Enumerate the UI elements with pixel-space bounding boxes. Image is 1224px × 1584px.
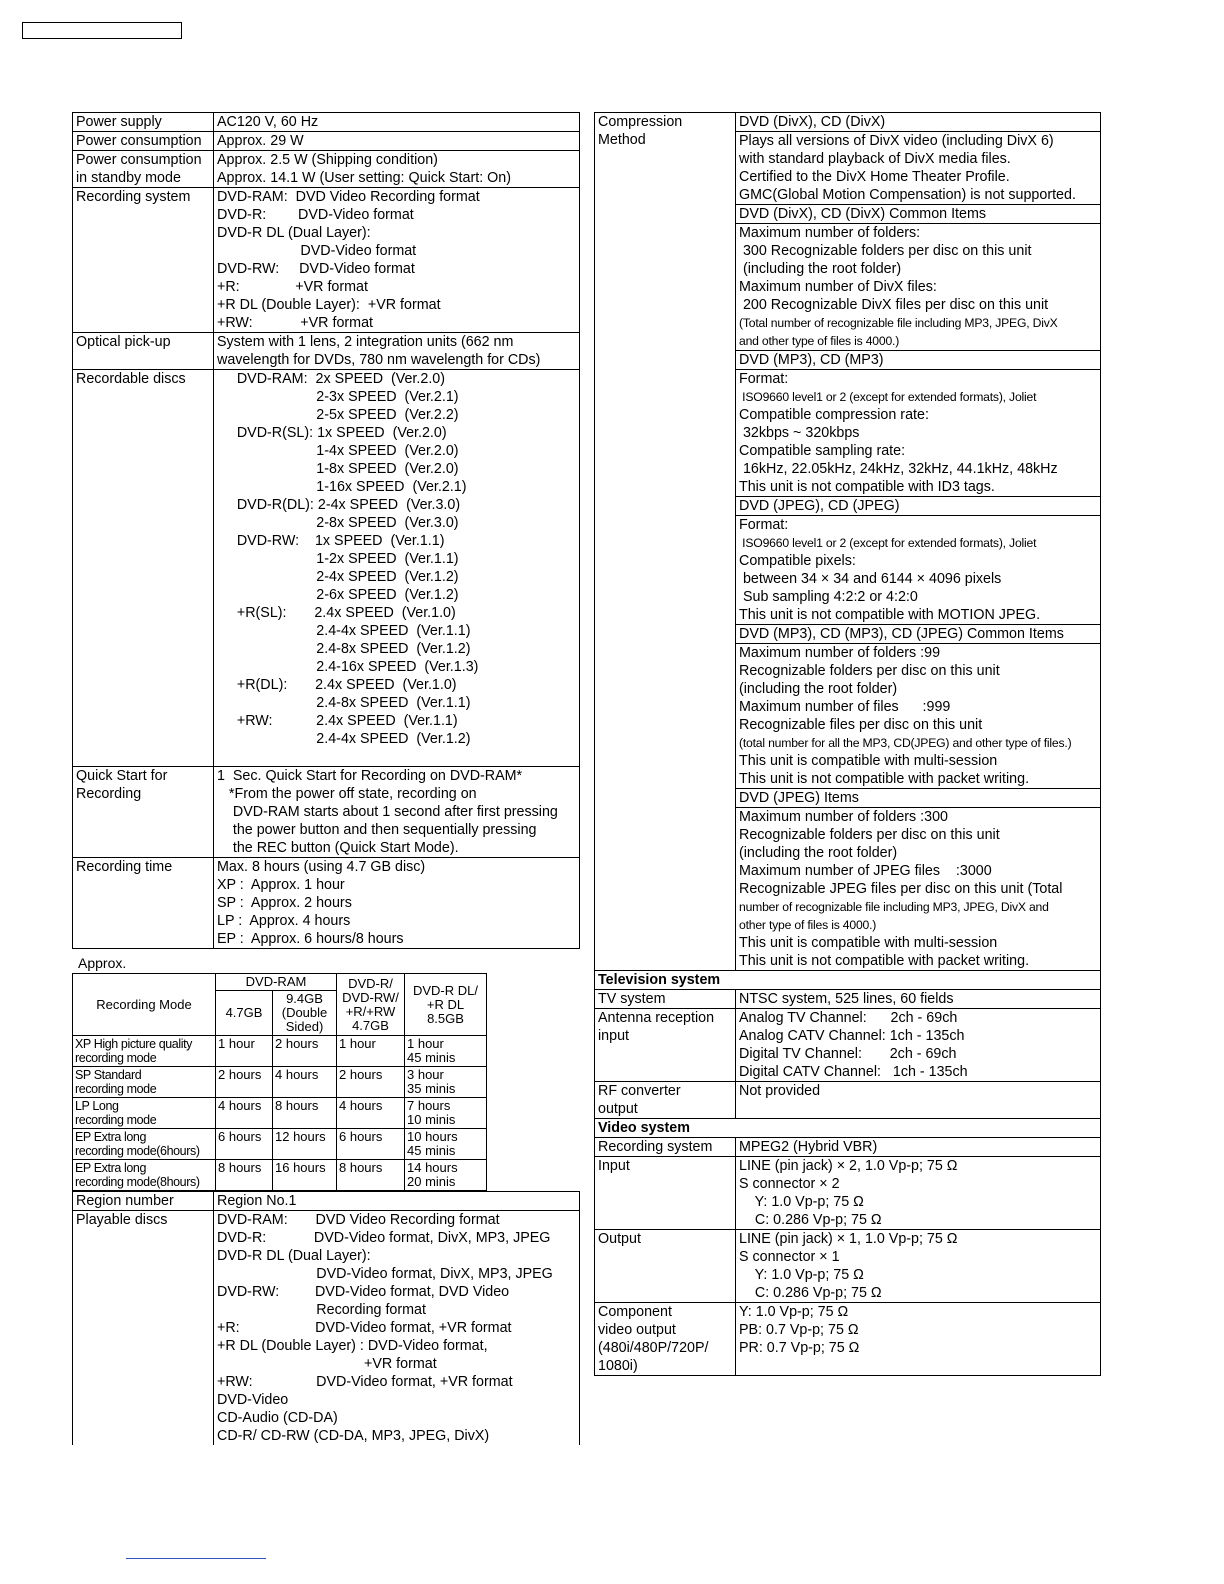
text-line: RF converter xyxy=(598,1083,681,1099)
text-line: 300 Recognizable folders per disc on this unit xyxy=(739,243,1032,259)
text-line: video output xyxy=(598,1322,676,1338)
text-line: Approx. 2.5 W (Shipping condition) xyxy=(217,152,438,168)
spec-row xyxy=(595,990,1101,1009)
text-line: Compatible sampling rate: xyxy=(739,443,906,459)
mode-cell: 4 hours xyxy=(337,1098,405,1129)
cell-line: 3 hour xyxy=(407,1067,444,1082)
cell-line: LP Long xyxy=(75,1099,119,1113)
text-line: 2-8x SPEED (Ver.3.0) xyxy=(217,515,459,531)
spec-label xyxy=(73,1211,214,1446)
section-header-row xyxy=(595,1119,1101,1138)
spec-table-left-top xyxy=(72,112,580,949)
spec-row xyxy=(595,1157,1101,1230)
spec-row xyxy=(73,151,580,188)
text-line: DVD-RW: DVD-Video format xyxy=(217,261,415,277)
text-line: LINE (pin jack) × 1, 1.0 Vp-p; 75 Ω xyxy=(739,1231,958,1247)
text-line: 2.4-16x SPEED (Ver.1.3) xyxy=(217,659,479,675)
subsection-heading: DVD (JPEG), CD (JPEG) xyxy=(736,496,1100,516)
text-line: PR: 0.7 Vp-p; 75 Ω xyxy=(739,1340,860,1356)
spec-value xyxy=(214,858,580,949)
cell-line: 14 hours xyxy=(407,1160,458,1175)
cell-line: DVD-R DL/ xyxy=(412,982,478,998)
text-line: in standby mode xyxy=(76,170,181,186)
mode-cell xyxy=(73,1067,216,1098)
text-line: DVD-RAM: DVD Video Recording format xyxy=(217,1212,500,1228)
text-line: DVD-Video format, DivX, MP3, JPEG xyxy=(217,1266,553,1282)
text-line: Recording format xyxy=(217,1302,426,1318)
text-line: Input xyxy=(598,1158,630,1174)
spec-row xyxy=(73,1211,580,1446)
spec-value xyxy=(736,1082,1101,1119)
text-line: This unit is not compatible with packet writing. xyxy=(739,771,1030,787)
text-line: 2-5x SPEED (Ver.2.2) xyxy=(217,407,459,423)
spec-row xyxy=(73,767,580,858)
text-line: Y: 1.0 Vp-p; 75 Ω xyxy=(739,1304,849,1320)
text-line: wavelength for DVDs, 780 nm wavelength for CDs) xyxy=(217,352,541,368)
mode-cell xyxy=(73,1098,216,1129)
spec-label xyxy=(595,1230,736,1303)
subsection-heading: DVD (MP3), CD (MP3) xyxy=(736,350,1100,370)
text-line: Recognizable folders per disc on this unit xyxy=(739,663,1000,679)
text-line: This unit is compatible with multi-session xyxy=(739,935,998,951)
text-line: Recording system xyxy=(598,1139,713,1155)
text-line: Compression xyxy=(598,114,683,130)
cell-line: 4.7GB xyxy=(352,1017,389,1033)
text-line: DVD-RW: DVD-Video format, DVD Video xyxy=(217,1284,510,1300)
cell-line: EP Extra long xyxy=(75,1130,147,1144)
spec-value xyxy=(214,1192,580,1211)
text-line: +R DL (Double Layer): +VR format xyxy=(217,297,441,313)
text-line: Approx. 14.1 W (User setting: Quick Start: On) xyxy=(217,170,511,186)
cell-line: DVD-RW/ xyxy=(342,989,399,1005)
footer-link-line xyxy=(126,1558,266,1559)
text-line: +R: +VR format xyxy=(217,279,368,295)
text-line: CD-Audio (CD-DA) xyxy=(217,1410,338,1426)
text-line: Approx. 29 W xyxy=(217,133,304,149)
text-line xyxy=(217,748,576,766)
mode-cell xyxy=(405,1067,487,1098)
cell-line: Sided) xyxy=(285,1019,324,1034)
cell-line: 9.4GB xyxy=(286,991,323,1006)
text-line: 200 Recognizable DivX files per disc on this unit xyxy=(739,297,1049,313)
spec-row xyxy=(73,188,580,333)
cell-line: 20 minis xyxy=(407,1174,456,1189)
spec-label xyxy=(73,188,214,333)
text-line: DVD-R: DVD-Video format, DivX, MP3, JPEG xyxy=(217,1230,551,1246)
mode-cell xyxy=(73,1036,216,1067)
mode-cell: 4 hours xyxy=(216,1098,273,1129)
text-line: Recording xyxy=(76,786,142,802)
cell-line: DVD-R/ xyxy=(348,975,393,991)
mode-cell xyxy=(405,1098,487,1129)
mode-cell xyxy=(73,1129,216,1160)
spec-row xyxy=(73,370,580,767)
text-line: (total number for all the MP3, CD(JPEG) and other type of files.) xyxy=(739,736,1072,750)
text-line: Format: xyxy=(739,517,789,533)
spec-row xyxy=(595,1138,1101,1157)
cell-line: recording mode xyxy=(75,1113,157,1127)
mode-cell: 8 hours xyxy=(337,1160,405,1191)
section-title: Television system xyxy=(595,971,1101,990)
text-line: Y: 1.0 Vp-p; 75 Ω xyxy=(739,1194,864,1210)
cell-line: (Double xyxy=(281,1005,328,1020)
text-line: Recognizable files per disc on this unit xyxy=(739,717,983,733)
mode-cell xyxy=(405,1160,487,1191)
spec-table-left-bottom xyxy=(72,1191,580,1445)
text-line: 1-8x SPEED (Ver.2.0) xyxy=(217,461,459,477)
cell-line: 7 hours xyxy=(407,1098,451,1113)
text-line: Power consumption xyxy=(76,152,202,168)
text-line: This unit is not compatible with packet writing. xyxy=(739,953,1030,969)
text-line: 1-16x SPEED (Ver.2.1) xyxy=(217,479,467,495)
text-line: DVD-RAM: 2x SPEED (Ver.2.0) xyxy=(217,371,446,387)
text-line: Y: 1.0 Vp-p; 75 Ω xyxy=(739,1267,864,1283)
text-line: System with 1 lens, 2 integration units (662 nm xyxy=(217,334,514,350)
text-line: and other type of files is 4000.) xyxy=(739,334,900,348)
text-line: Recognizable JPEG files per disc on this unit (Total xyxy=(739,881,1063,897)
text-line: Power consumption xyxy=(76,133,202,149)
header-label-box xyxy=(22,22,182,39)
cell-line: 35 minis xyxy=(407,1081,456,1096)
spec-row xyxy=(595,1082,1101,1119)
right-spec-column xyxy=(594,112,1101,1376)
text-line: the REC button (Quick Start Mode). xyxy=(217,840,459,856)
text-line: +R DL (Double Layer) : DVD-Video format, xyxy=(217,1338,488,1354)
spec-label xyxy=(73,370,214,767)
text-line: Compatible compression rate: xyxy=(739,407,929,423)
text-line: ISO9660 level1 or 2 (except for extended formats), Joliet xyxy=(739,536,1037,550)
spec-label xyxy=(73,151,214,188)
spec-row xyxy=(595,1230,1101,1303)
text-line: Method xyxy=(598,132,646,148)
spec-label xyxy=(595,990,736,1009)
text-line: TV system xyxy=(598,991,666,1007)
text-line: This unit is not compatible with MOTION JPEG. xyxy=(739,607,1041,623)
text-line: Maximum number of folders: xyxy=(739,225,921,241)
spec-row xyxy=(73,1192,580,1211)
text-line: 16kHz, 22.05kHz, 24kHz, 32kHz, 44.1kHz, 48kHz xyxy=(739,461,1058,477)
text-line: Power supply xyxy=(76,114,162,130)
spec-value xyxy=(214,188,580,333)
spec-value xyxy=(736,1157,1101,1230)
text-line: Output xyxy=(598,1231,641,1247)
text-line: Format: xyxy=(739,371,789,387)
spec-value xyxy=(736,113,1101,971)
subsection-heading: DVD (DivX), CD (DivX) Common Items xyxy=(736,204,1100,224)
text-line: Component xyxy=(598,1304,672,1320)
text-line: LINE (pin jack) × 2, 1.0 Vp-p; 75 Ω xyxy=(739,1158,958,1174)
cell-line: 45 minis xyxy=(407,1143,456,1158)
text-line: Region No.1 xyxy=(217,1193,297,1209)
cell-line: 10 hours xyxy=(407,1129,458,1144)
text-line: Recognizable folders per disc on this unit xyxy=(739,827,1000,843)
cell-line: 8.5GB xyxy=(427,1010,464,1026)
spec-row xyxy=(73,858,580,949)
text-line: (including the root folder) xyxy=(739,261,902,277)
text-line: NTSC system, 525 lines, 60 fields xyxy=(739,991,954,1007)
spec-value xyxy=(214,370,580,767)
cell-line: EP Extra long xyxy=(75,1161,147,1175)
spec-label xyxy=(595,1009,736,1082)
text-line: 2-6x SPEED (Ver.1.2) xyxy=(217,587,459,603)
text-line: +RW: 2.4x SPEED (Ver.1.1) xyxy=(217,713,458,729)
text-line: (480i/480P/720P/ xyxy=(598,1340,709,1356)
mode-cell: 16 hours xyxy=(273,1160,337,1191)
text-line: 2-3x SPEED (Ver.2.1) xyxy=(217,389,459,405)
spec-value xyxy=(214,132,580,151)
text-line: the power button and then sequentially pressing xyxy=(217,822,537,838)
spec-row xyxy=(73,132,580,151)
text-line: C: 0.286 Vp-p; 75 Ω xyxy=(739,1285,882,1301)
text-line: DVD-Video format xyxy=(217,243,417,259)
cell-line: 1 hour xyxy=(407,1036,444,1051)
text-line: number of recognizable file including MP3, JPEG, DivX and xyxy=(739,900,1049,914)
text-line: ISO9660 level1 or 2 (except for extended formats), Joliet xyxy=(739,390,1037,404)
approx-label: Approx. xyxy=(78,955,127,971)
spec-row xyxy=(73,333,580,370)
mode-header: DVD-RAM xyxy=(216,974,337,991)
text-line: Analog TV Channel: 2ch - 69ch xyxy=(739,1010,958,1026)
mode-cell: 8 hours xyxy=(216,1160,273,1191)
text-line: MPEG2 (Hybrid VBR) xyxy=(739,1139,878,1155)
left-spec-column xyxy=(72,112,580,1445)
spec-value xyxy=(214,333,580,370)
text-line: C: 0.286 Vp-p; 75 Ω xyxy=(739,1212,882,1228)
mode-header xyxy=(405,974,487,1036)
text-line: Antenna reception xyxy=(598,1010,715,1026)
text-line: DVD-R(DL): 2-4x SPEED (Ver.3.0) xyxy=(217,497,461,513)
text-line: Optical pick-up xyxy=(76,334,171,350)
spec-value xyxy=(736,1303,1101,1376)
text-line: Recording system xyxy=(76,189,191,205)
text-line: DVD-R DL (Dual Layer): xyxy=(217,225,371,241)
text-line: CD-R/ CD-RW (CD-DA, MP3, JPEG, DivX) xyxy=(217,1428,490,1444)
text-line: 1-2x SPEED (Ver.1.1) xyxy=(217,551,459,567)
text-line: S connector × 1 xyxy=(739,1249,840,1265)
section-header-row xyxy=(595,971,1101,990)
text-line: +VR format xyxy=(217,1356,437,1372)
text-line: Certified to the DivX Home Theater Profile. xyxy=(739,169,1010,185)
spec-table-right xyxy=(594,112,1101,1376)
text-line: DVD-R DL (Dual Layer): xyxy=(217,1248,371,1264)
spec-row xyxy=(595,1009,1101,1082)
text-line: Maximum number of folders :300 xyxy=(739,809,948,825)
text-line: *From the power off state, recording on xyxy=(217,786,477,802)
text-line: between 34 × 34 and 6144 × 4096 pixels xyxy=(739,571,1002,587)
text-line: Maximum number of folders :99 xyxy=(739,645,941,661)
cell-line: 10 minis xyxy=(407,1112,456,1127)
mode-header: 4.7GB xyxy=(216,991,273,1036)
mode-cell: 2 hours xyxy=(216,1067,273,1098)
cell-line: recording mode xyxy=(75,1082,157,1096)
text-line: 32kbps ~ 320kbps xyxy=(739,425,860,441)
mode-row xyxy=(73,1129,487,1160)
spec-value xyxy=(736,1230,1101,1303)
text-line: DVD-R(SL): 1x SPEED (Ver.2.0) xyxy=(217,425,447,441)
text-line: +RW: +VR format xyxy=(217,315,373,331)
text-line: 2.4-4x SPEED (Ver.1.1) xyxy=(217,623,471,639)
text-line: Sub sampling 4:2:2 or 4:2:0 xyxy=(739,589,918,605)
mode-row xyxy=(73,1098,487,1129)
spec-row xyxy=(595,1303,1101,1376)
cell-line: XP High picture quality xyxy=(75,1037,193,1051)
text-line: +R(DL): 2.4x SPEED (Ver.1.0) xyxy=(217,677,457,693)
spec-label xyxy=(73,767,214,858)
text-line: Region number xyxy=(76,1193,174,1209)
mode-cell xyxy=(405,1036,487,1067)
subsection-heading: DVD (MP3), CD (MP3), CD (JPEG) Common Items xyxy=(736,624,1100,644)
spec-label xyxy=(73,113,214,132)
text-line: 2.4-8x SPEED (Ver.1.1) xyxy=(217,695,471,711)
text-line: +R: DVD-Video format, +VR format xyxy=(217,1320,512,1336)
text-line: Analog CATV Channel: 1ch - 135ch xyxy=(739,1028,965,1044)
text-line: PB: 0.7 Vp-p; 75 Ω xyxy=(739,1322,859,1338)
cell-line: 45 minis xyxy=(407,1050,456,1065)
text-line: with standard playback of DivX media files. xyxy=(739,151,1011,167)
text-line: Quick Start for xyxy=(76,768,168,784)
mode-cell: 6 hours xyxy=(216,1129,273,1160)
subsection-heading: DVD (DivX), CD (DivX) xyxy=(736,113,1100,132)
cell-line: recording mode(8hours) xyxy=(75,1175,200,1189)
text-line: +RW: DVD-Video format, +VR format xyxy=(217,1374,513,1390)
text-line: 2.4-4x SPEED (Ver.1.2) xyxy=(217,731,471,747)
text-line: Plays all versions of DivX video (including DivX 6) xyxy=(739,133,1054,149)
text-line: Maximum number of files :999 xyxy=(739,699,951,715)
text-line: +R(SL): 2.4x SPEED (Ver.1.0) xyxy=(217,605,456,621)
mode-cell: 1 hour xyxy=(337,1036,405,1067)
text-line: (including the root folder) xyxy=(739,681,898,697)
text-line: SP : Approx. 2 hours xyxy=(217,895,352,911)
spec-row xyxy=(595,113,1101,971)
text-line: 1-4x SPEED (Ver.2.0) xyxy=(217,443,459,459)
mode-cell: 2 hours xyxy=(273,1036,337,1067)
spec-label xyxy=(595,1303,736,1376)
mode-row xyxy=(73,1036,487,1067)
subsection-heading: DVD (JPEG) Items xyxy=(736,788,1100,808)
text-line: output xyxy=(598,1101,638,1117)
text-line: other type of files is 4000.) xyxy=(739,918,877,932)
text-line: 2.4-8x SPEED (Ver.1.2) xyxy=(217,641,471,657)
mode-cell: 8 hours xyxy=(273,1098,337,1129)
text-line: DVD-Video xyxy=(217,1392,289,1408)
text-line: (Total number of recognizable file including MP3, JPEG, DivX xyxy=(739,316,1058,330)
cell-line: recording mode xyxy=(75,1051,157,1065)
text-line: This unit is compatible with multi-session xyxy=(739,753,998,769)
cell-line: +R DL xyxy=(426,996,465,1012)
text-line: LP : Approx. 4 hours xyxy=(217,913,351,929)
spec-value xyxy=(214,767,580,858)
spec-label xyxy=(595,113,736,971)
text-line: Maximum number of JPEG files :3000 xyxy=(739,863,992,879)
spec-row xyxy=(73,113,580,132)
mode-cell: 6 hours xyxy=(337,1129,405,1160)
mode-row xyxy=(73,1067,487,1098)
mode-cell xyxy=(73,1160,216,1191)
mode-header xyxy=(273,991,337,1036)
spec-label xyxy=(73,1192,214,1211)
text-line: (including the root folder) xyxy=(739,845,898,861)
cell-line: SP Standard xyxy=(75,1068,142,1082)
text-line: GMC(Global Motion Compensation) is not supported. xyxy=(739,187,1076,203)
text-line: EP : Approx. 6 hours/8 hours xyxy=(217,931,404,947)
spec-label xyxy=(595,1138,736,1157)
mode-row xyxy=(73,1160,487,1191)
cell-line: +R/+RW xyxy=(345,1003,396,1019)
mode-header xyxy=(337,974,405,1036)
text-line: AC120 V, 60 Hz xyxy=(217,114,319,130)
mode-cell: 12 hours xyxy=(273,1129,337,1160)
cell-line: recording mode(6hours) xyxy=(75,1144,200,1158)
text-line: S connector × 2 xyxy=(739,1176,840,1192)
spec-label xyxy=(73,132,214,151)
spec-label xyxy=(595,1157,736,1230)
text-line: DVD-RAM: DVD Video Recording format xyxy=(217,189,480,205)
text-line: Digital TV Channel: 2ch - 69ch xyxy=(739,1046,957,1062)
spec-value xyxy=(736,990,1101,1009)
spec-value xyxy=(214,113,580,132)
text-line: XP : Approx. 1 hour xyxy=(217,877,345,893)
mode-cell: 1 hour xyxy=(216,1036,273,1067)
text-line: Digital CATV Channel: 1ch - 135ch xyxy=(739,1064,968,1080)
section-title: Video system xyxy=(595,1119,1101,1138)
text-line: Max. 8 hours (using 4.7 GB disc) xyxy=(217,859,426,875)
text-line: input xyxy=(598,1028,630,1044)
mode-header: Recording Mode xyxy=(73,974,216,1036)
text-line: Compatible pixels: xyxy=(739,553,856,569)
text-line: Maximum number of DivX files: xyxy=(739,279,937,295)
text-line: Not provided xyxy=(739,1083,821,1099)
text-line: Recordable discs xyxy=(76,371,186,387)
text-line: This unit is not compatible with ID3 tags. xyxy=(739,479,995,495)
spec-label xyxy=(73,333,214,370)
mode-cell xyxy=(405,1129,487,1160)
text-line: DVD-R: DVD-Video format xyxy=(217,207,414,223)
spec-label xyxy=(73,858,214,949)
text-line: Playable discs xyxy=(76,1212,168,1228)
text-line: 2-4x SPEED (Ver.1.2) xyxy=(217,569,459,585)
mode-cell: 4 hours xyxy=(273,1067,337,1098)
spec-value xyxy=(214,1211,580,1446)
text-line: DVD-RAM starts about 1 second after first pressing xyxy=(217,804,558,820)
spec-value xyxy=(736,1138,1101,1157)
text-line: DVD-RW: 1x SPEED (Ver.1.1) xyxy=(217,533,445,549)
spec-label xyxy=(595,1082,736,1119)
text-line: Recording time xyxy=(76,859,173,875)
mode-cell: 2 hours xyxy=(337,1067,405,1098)
spec-value xyxy=(214,151,580,188)
recording-mode-table xyxy=(72,973,487,1191)
text-line: 1080i) xyxy=(598,1358,638,1374)
spec-value xyxy=(736,1009,1101,1082)
text-line: 1 Sec. Quick Start for Recording on DVD-RAM* xyxy=(217,768,523,784)
